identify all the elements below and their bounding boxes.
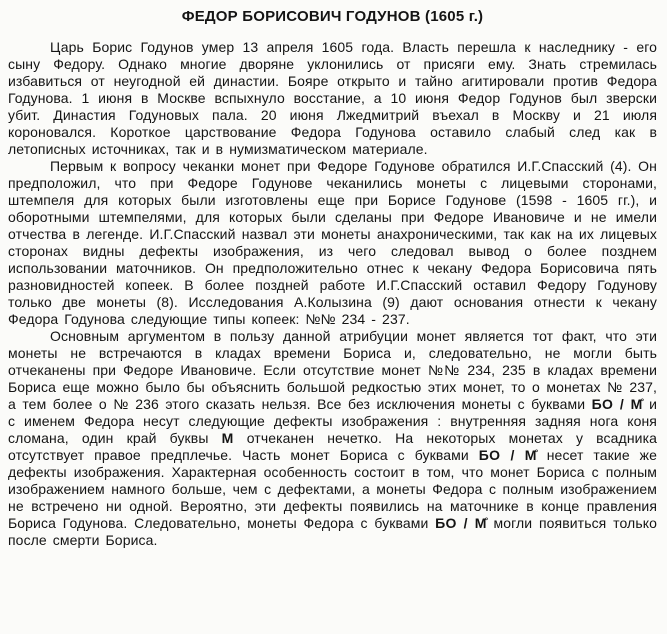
text-segment: и с именем Федора несут следующие дефекты изображения : внутренняя задняя нога коня сломана, один край буквы xyxy=(8,396,657,446)
mintmark-bo-m: БО / М̊ xyxy=(478,447,537,463)
document-title: ФЕДОР БОРИСОВИЧ ГОДУНОВ (1605 г.) xyxy=(181,8,484,25)
text-segment: могли появиться только после смерти Бориса. xyxy=(8,515,657,548)
letter-m-bold: М xyxy=(221,430,234,446)
text-segment: отчеканен нечетко. На некоторых монетах у всадника отсутствует правое предплечье. Часть монет Бориса с буквами xyxy=(8,430,657,463)
mintmark-bo-m: БО / М̊ xyxy=(435,515,487,531)
paragraph-spassky-research: Первым к вопросу чеканки монет при Федоре Годунове обратился И.Г.Спасский (4). Он предположил, что при Федоре Годунове чеканились монеты с лицевыми сторонами, штемпеля для которых были изготовлены еще при Борисе Годунове (1598 - 1605 гг.), и оборотными штемпелями, для которых были сделаны при Федоре Ивановиче и не имели отчества в легенде. И.Г.Спасский назвал эти монеты анахроническими, так как на их лицевых сторонах видны дефекты изображения, из чего следовал вывод о более позднем использовании маточников. Он предположительно отнес к чекану Федора Борисовича пять разновидностей копеек. В более поздней работе И.Г.Спасский оставил Федору Годунову только две монеты (8). Исследования А.Колызина (9) дают основания отнести к чекану Федора Годунова следующие типы копеек: №№ 234 - 237. xyxy=(8,158,657,327)
paragraph-attribution-argument xyxy=(8,328,657,549)
text-segment: Основным аргументом в пользу данной атрибуции монет является тот факт, что эти монеты не встречаются в кладах времени Бориса и, следовательно, не могли быть отчеканены при Федоре Ивановиче. Если отсутствие монет №№ 234, 235 в кладах времени Бориса еще можно было бы объяснить большой редкостью этих монет, то о монетах № 237, а тем более о № 236 этого сказать нельзя. Все без исключения монеты с буквами xyxy=(8,328,657,412)
paragraph-history: Царь Борис Годунов умер 13 апреля 1605 года. Власть перешла к наследнику - его сыну Федору. Однако многие дворяне уклонились от присяги ему. Знать стремилась избавиться от неугодной ей династии. Бояре открыто и тайно агитировали против Федора Годунова. 1 июня в Москве вспыхнуло восстание, а 10 июня Федор Годунов был зверски убит. Династия Годуновых пала. 20 июня Лжедмитрий въехал в Москву и 21 июля короновался. Короткое царствование Федора Годунова оставило слабый след как в летописных источниках, так и в нумизматическом материале. xyxy=(8,39,657,157)
text-segment: несет такие же дефекты изображения. Характерная особенность состоит в том, что монет Бориса с полным изображением намного больше, чем с дефектами, а монеты Федора с полным изображением не встречено ни одной. Вероятно, эти дефекты появились на маточнике в конце правления Бориса Годунова. Следовательно, монеты Федора с буквами xyxy=(8,447,658,531)
mintmark-bo-m: БО / М̊ xyxy=(591,396,643,412)
